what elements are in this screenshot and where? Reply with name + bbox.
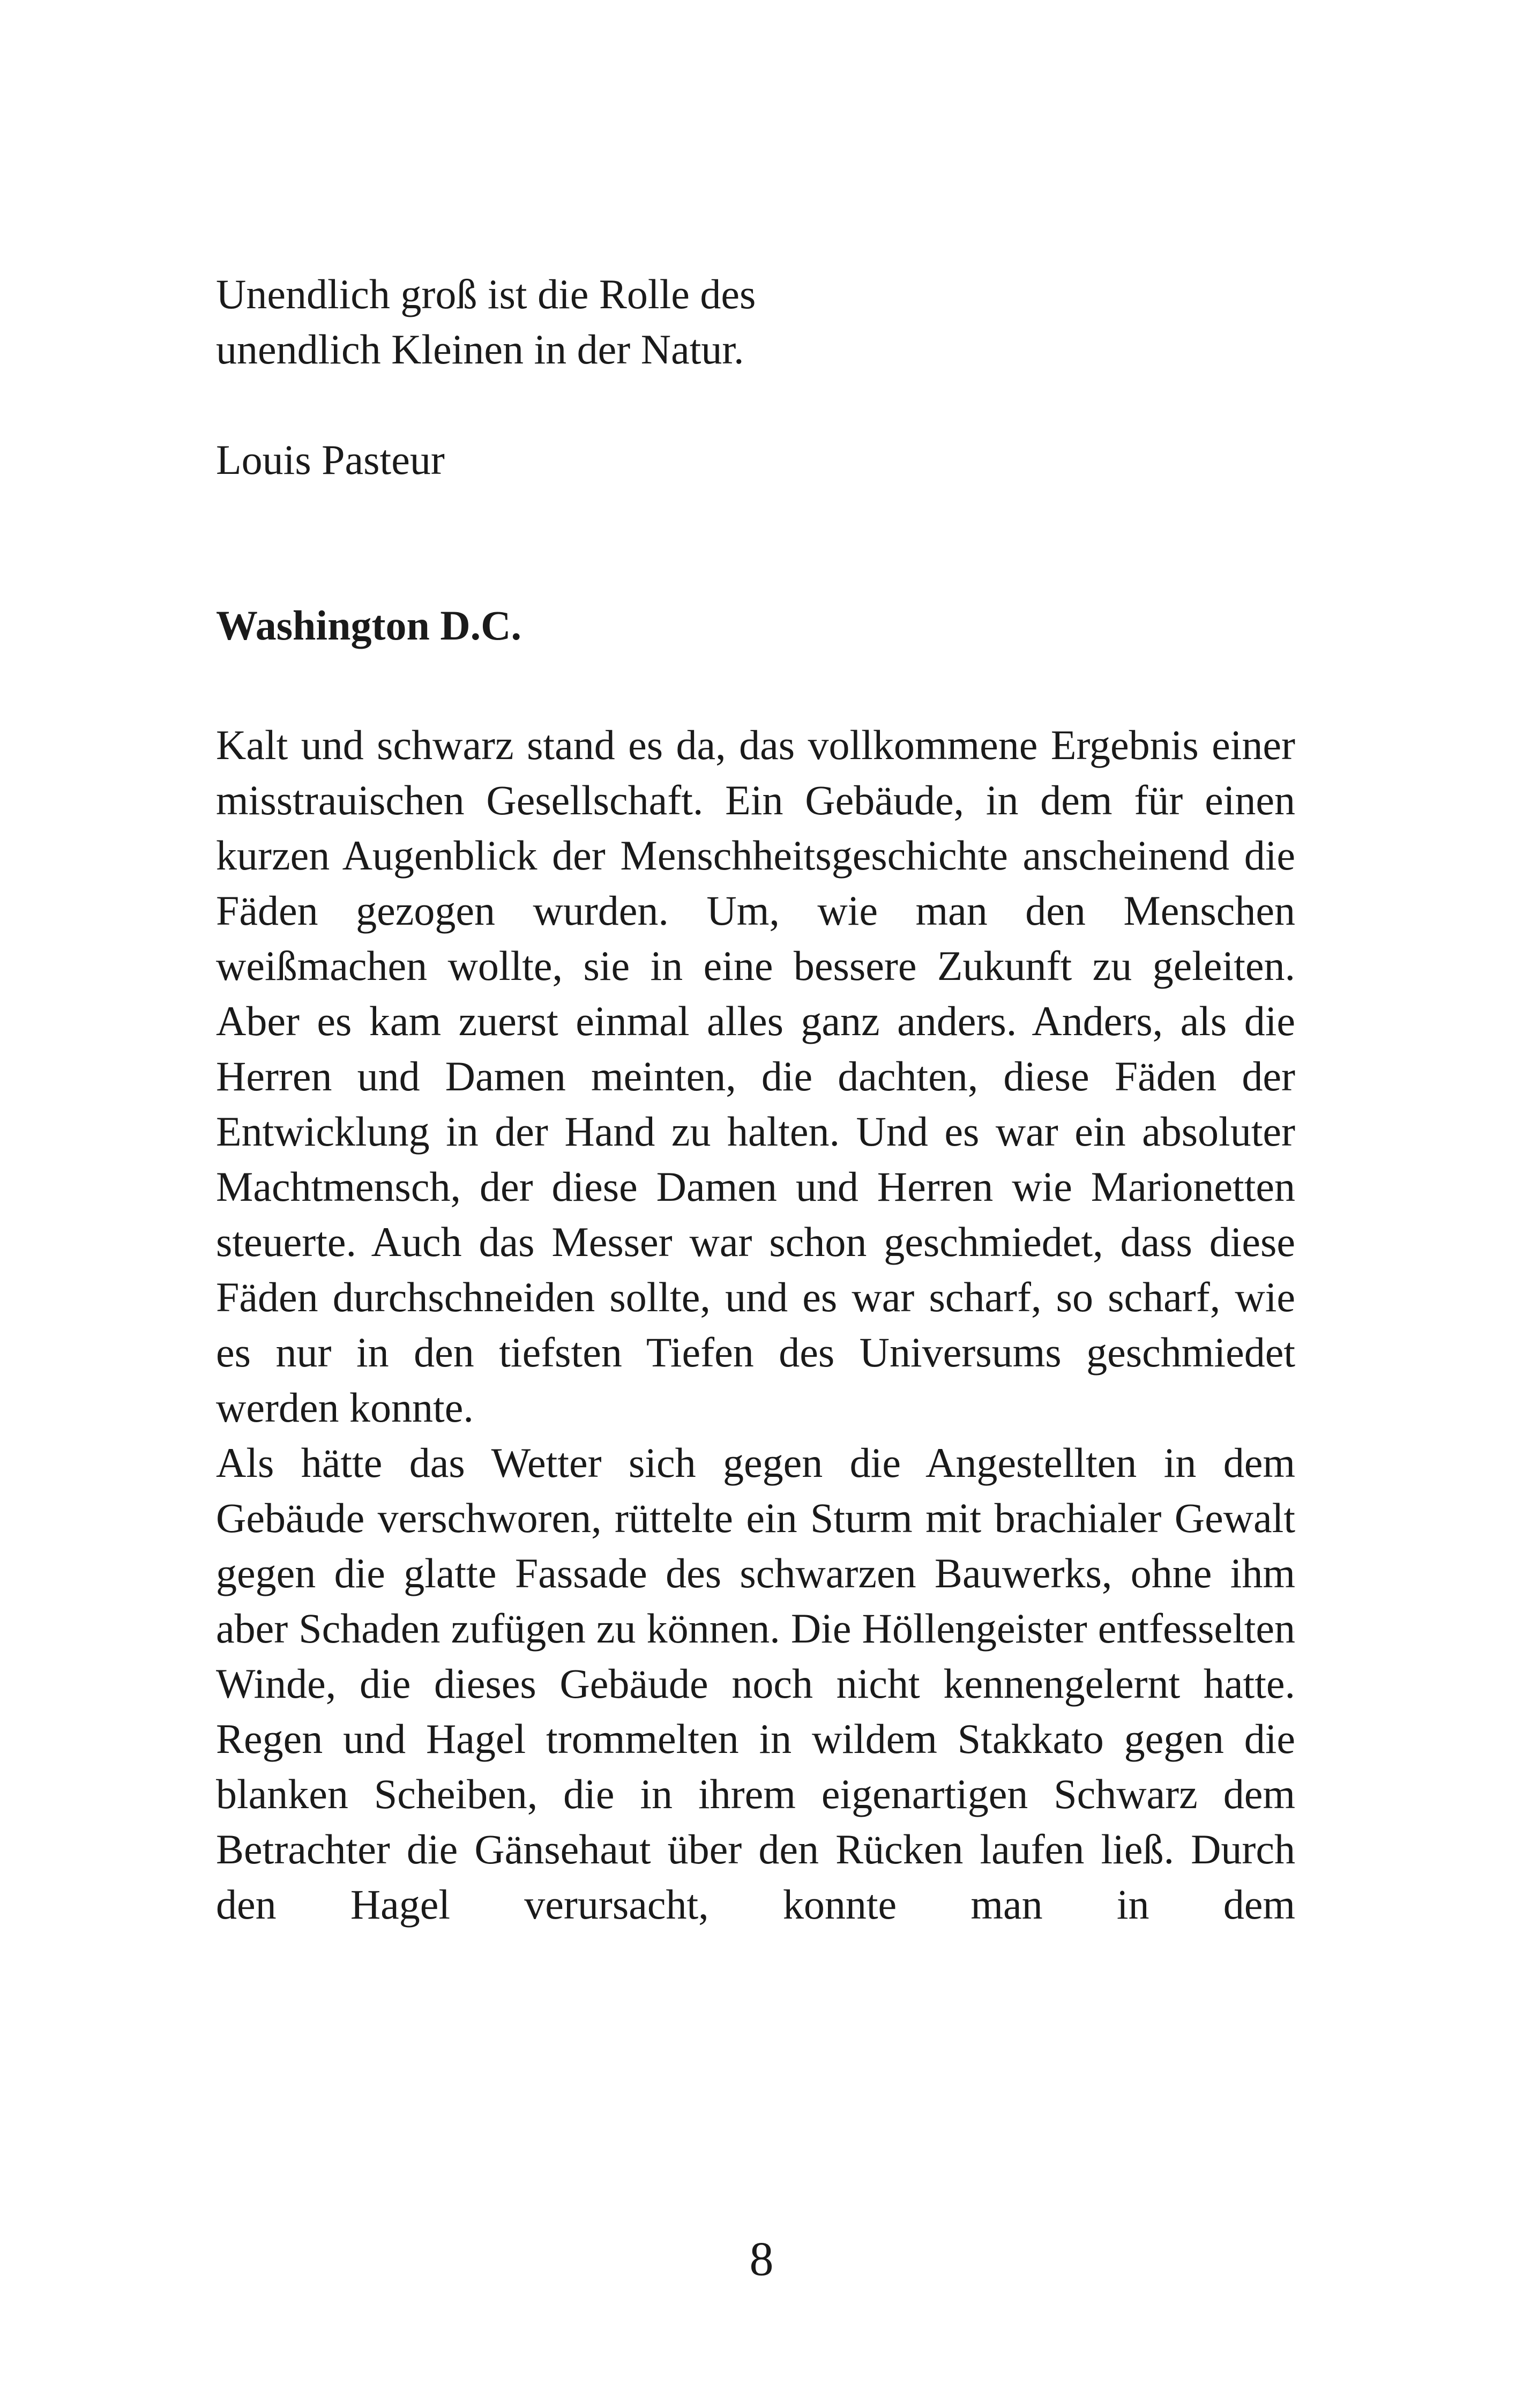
page-content	[216, 266, 1295, 1932]
body-text	[216, 717, 1295, 1932]
epigraph-author: Louis Pasteur	[216, 436, 445, 483]
chapter-title: Washington D.C.	[216, 602, 521, 649]
epigraph-line: unendlich Kleinen in der Natur.	[216, 326, 744, 373]
paragraph: Als hätte das Wetter sich gegen die Angestellten in dem Gebäude verschworen, rüttelte ein Sturm mit brachialer Gewalt gegen die glatte Fassade des schwarzen Bauwerks, ohne ihm aber Schaden zufügen zu können. Die Höllengeister entfesselten Winde, die dieses Gebäude noch nicht kennengelernt hatte. Regen und Hagel trommelten in wildem Stakkato gegen die blanken Scheiben, die in ihrem eigenartigen Schwarz dem Betrachter die Gänsehaut über den Rücken laufen ließ. Durch den Hagel verursacht, konnte man in dem	[216, 1439, 1295, 1928]
page-number: 8	[749, 2233, 774, 2286]
paragraph: Kalt und schwarz stand es da, das vollkommene Ergebnis einer misstrauischen Gesellschaft. Ein Gebäude, in dem für einen kurzen Augenblick der Menschheitsgeschichte anscheinend die Fäden gezogen wurden. Um, wie man den Menschen weißmachen wollte, sie in eine bessere Zukunft zu geleiten. Aber es kam zuerst einmal alles ganz anders. Anders, als die Herren und Damen meinten, die dachten, diese Fäden der Entwicklung in der Hand zu halten. Und es war ein absoluter Machtmensch, der diese Damen und Herren wie Marionetten steuerte. Auch das Messer war schon geschmiedet, dass diese Fäden durchschneiden sollte, und es war scharf, so scharf, wie es nur in den tiefsten Tiefen des Universums geschmiedet werden konnte.	[216, 722, 1295, 1431]
epigraph-line: Unendlich groß ist die Rolle des	[216, 271, 756, 317]
epigraph-quote	[216, 266, 1295, 377]
